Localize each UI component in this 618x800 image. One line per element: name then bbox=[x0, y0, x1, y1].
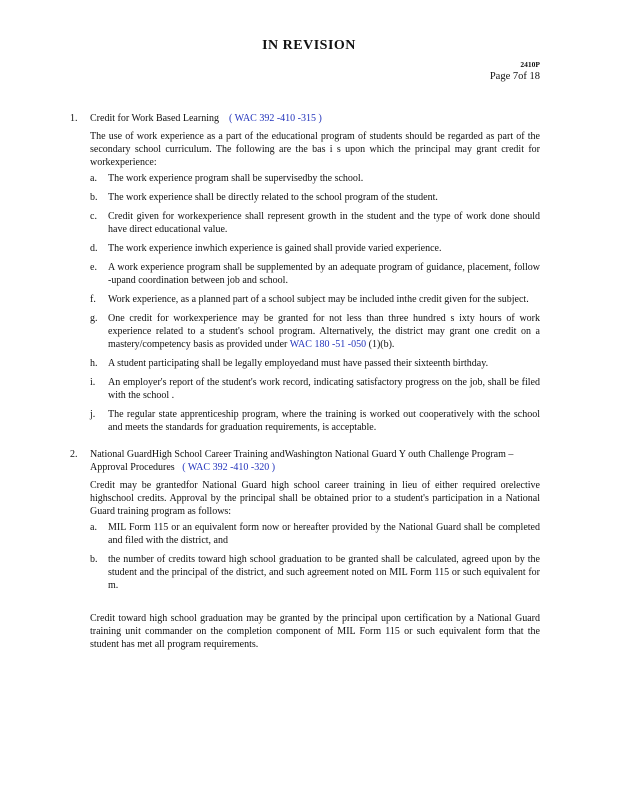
document-body bbox=[70, 112, 540, 665]
section-heading bbox=[90, 112, 540, 125]
item-text: The work experience shall be directly related to the school program of the student. bbox=[108, 192, 438, 203]
section-number: 1. bbox=[70, 113, 78, 124]
item-letter: d. bbox=[90, 243, 98, 254]
section-intro: Credit may be grantedfor National Guard high school career training in lieu of either required orelective highschool credits. Approval by the principal shall be obtained prior to a student's participation in a National Guard training program as follows: bbox=[90, 480, 540, 517]
list-item bbox=[90, 376, 540, 402]
item-letter: b. bbox=[90, 554, 98, 565]
page-title: IN REVISION bbox=[262, 38, 356, 53]
section-heading bbox=[90, 448, 540, 474]
item-letter: e. bbox=[90, 262, 97, 273]
wac-link[interactable]: ( WAC 392 -410 -315 ) bbox=[228, 113, 322, 124]
list-item bbox=[90, 408, 540, 434]
item-text: The regular state apprenticeship program, where the training is worked out cooperatively with the school and meets the standards for graduation requirements, is acceptable. bbox=[108, 409, 540, 433]
item-text: Work experience, as a planned part of a school subject may be included inthe credit given for the subject. bbox=[108, 294, 529, 305]
item-text: The work experience program shall be supervisedby the school. bbox=[108, 173, 364, 184]
wac-link[interactable]: ( WAC 392 -410 -320 ) bbox=[182, 462, 276, 473]
approval-list bbox=[90, 521, 540, 592]
section-work-based-learning bbox=[70, 112, 540, 434]
list-item bbox=[90, 553, 540, 592]
closing-paragraph: Credit toward high school graduation may be granted by the principal upon certification by a National Guard training unit commander on the completion component of MIL Form 115 or such equivalent form that the student has met all program requirements. bbox=[90, 613, 540, 650]
item-text-suffix: (1)(b). bbox=[368, 339, 395, 350]
section-heading-text: Credit for Work Based Learning bbox=[90, 113, 219, 124]
item-text: The work experience inwhich experience is gained shall provide varied experience. bbox=[108, 243, 442, 254]
list-item bbox=[90, 172, 540, 185]
list-item bbox=[90, 312, 540, 351]
item-letter: a. bbox=[90, 173, 97, 184]
item-letter: b. bbox=[90, 192, 98, 203]
item-letter: j. bbox=[90, 409, 96, 420]
item-text: One credit for workexperience may be granted for not less than three hundred s ixty hours of work experience related to a student's school program. Alternatively, the district may grant one credit on a mastery/competency basis as provided under bbox=[108, 313, 540, 350]
item-letter: c. bbox=[90, 211, 97, 222]
criteria-list bbox=[90, 172, 540, 434]
item-text: A work experience program shall be supplemented by an adequate program of guidance, placement, follow -upand coordination between job and school. bbox=[108, 262, 540, 286]
item-letter: i. bbox=[90, 377, 96, 388]
section-national-guard bbox=[70, 448, 540, 651]
list-item bbox=[90, 521, 540, 547]
item-letter: h. bbox=[90, 358, 98, 369]
list-item bbox=[90, 210, 540, 236]
item-letter: f. bbox=[90, 294, 96, 305]
policy-code: 2410P bbox=[520, 60, 540, 69]
item-letter: g. bbox=[90, 313, 98, 324]
list-item bbox=[90, 357, 540, 370]
item-text: MIL Form 115 or an equivalent form now or hereafter provided by the National Guard shall be completed and filed with the district, and bbox=[108, 522, 540, 546]
item-text: the number of credits toward high school graduation to be granted shall be calculated, agreed upon by the student and the principal of the district, and such agreement noted on MIL Form 115 or such equivalent for m. bbox=[108, 554, 540, 591]
section-heading-text: National GuardHigh School Career Training andWashington National Guard Y outh Challenge Program –Approval Procedures bbox=[90, 449, 514, 473]
section-intro: The use of work experience as a part of the educational program of students should be regarded as part of the secondary school curriculum. The following are the bas i s upon which the principal may grant credit for workexperience: bbox=[90, 131, 540, 168]
wac-link[interactable]: WAC 180 -51 -050 bbox=[289, 339, 367, 350]
section-number: 2. bbox=[70, 449, 78, 460]
list-item bbox=[90, 191, 540, 204]
item-text: An employer's report of the student's work record, indicating satisfactory progress on the job, shall be filed with the school . bbox=[108, 377, 540, 401]
page-number: Page 7of 18 bbox=[489, 71, 540, 82]
list-item bbox=[90, 261, 540, 287]
item-text: A student participating shall be legally employedand must have passed their sixteenth birthday. bbox=[108, 358, 489, 369]
item-letter: a. bbox=[90, 522, 97, 533]
list-item bbox=[90, 242, 540, 255]
item-text: Credit given for workexperience shall represent growth in the student and the type of work done should have direct educational value. bbox=[108, 211, 540, 235]
list-item bbox=[90, 293, 540, 306]
